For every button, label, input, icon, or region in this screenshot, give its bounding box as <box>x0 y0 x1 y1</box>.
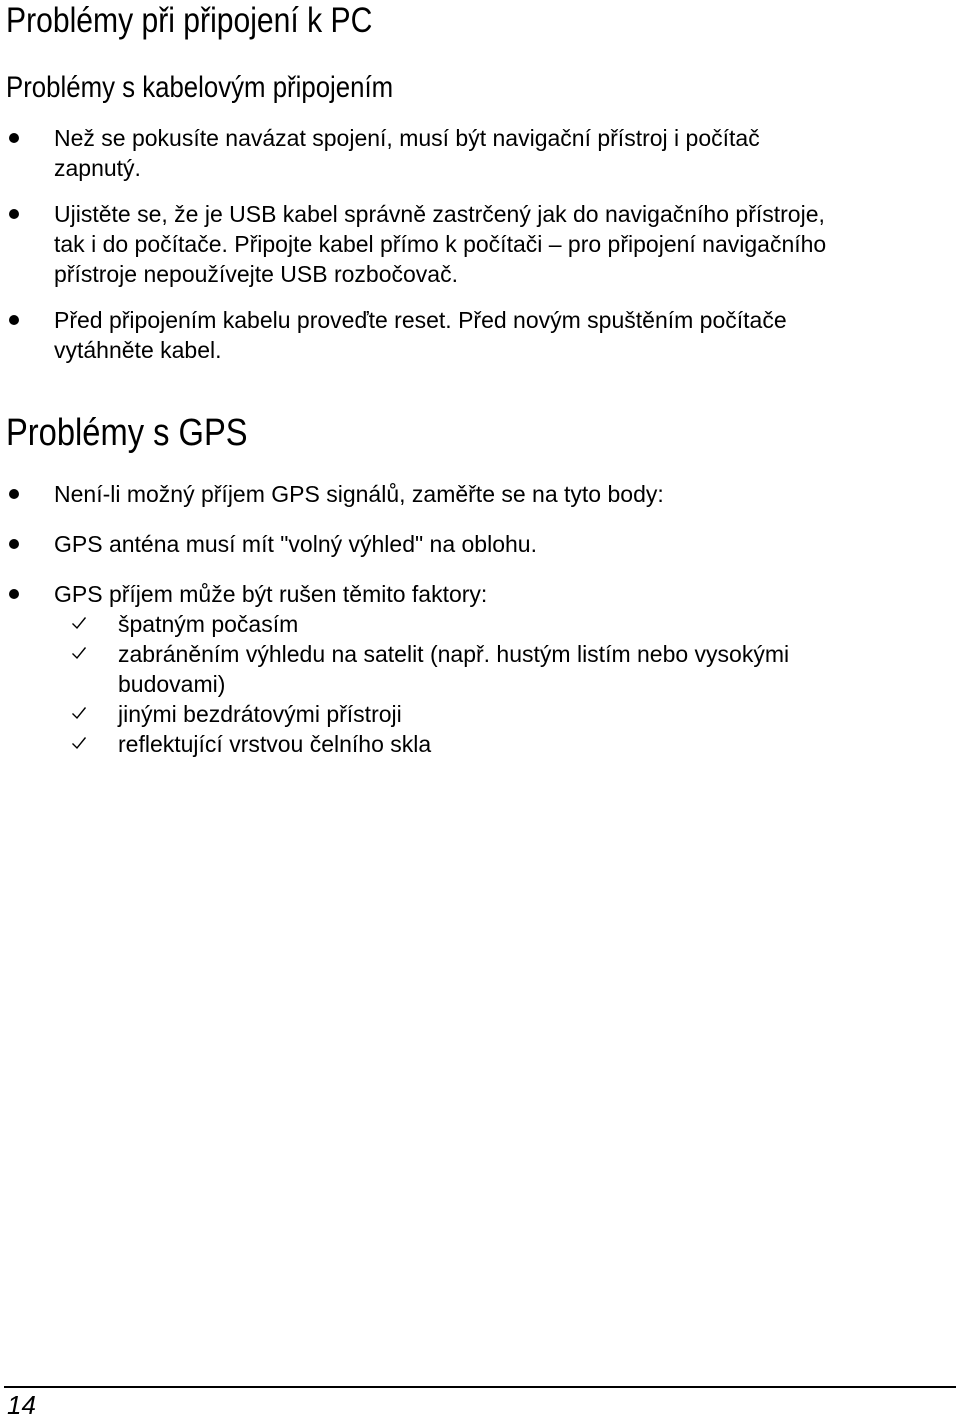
check-item-line: budovami) <box>118 671 226 697</box>
cable-section-title: Problémy s kabelovým připojením <box>6 71 394 104</box>
check-list-item <box>0 729 940 759</box>
check-list-item <box>0 639 940 699</box>
check-item-line: jinými bezdrátovými přístroji <box>118 701 402 727</box>
list-item-line: Než se pokusíte navázat spojení, musí být navigační přístroj i počítač <box>54 125 760 151</box>
list-item <box>0 479 960 509</box>
bullet-icon <box>9 209 19 219</box>
footer-divider <box>4 1386 956 1388</box>
checkmark-icon <box>71 616 87 630</box>
bullet-icon <box>9 589 19 599</box>
gps-problems-list <box>0 479 960 759</box>
list-item-text: Není-li možný příjem GPS signálů, zaměřte se na tyto body: <box>54 481 664 507</box>
checkmark-icon <box>71 706 87 720</box>
list-item-text: GPS příjem může být rušen těmito faktory: <box>54 581 488 607</box>
interference-factors-list <box>0 609 940 759</box>
list-item <box>0 579 960 759</box>
bullet-icon <box>9 133 19 143</box>
list-item-text: GPS anténa musí mít "volný výhled" na oblohu. <box>54 531 537 557</box>
list-item-line: Ujistěte se, že je USB kabel správně zastrčený jak do navigačního přístroje, <box>54 201 825 227</box>
list-item <box>0 305 960 365</box>
check-list-item <box>0 699 940 729</box>
checkmark-icon <box>71 646 87 660</box>
list-item-line: zapnutý. <box>54 155 141 181</box>
list-item-line: tak i do počítače. Připojte kabel přímo k počítači – pro připojení navigačního <box>54 231 827 257</box>
bullet-icon <box>9 539 19 549</box>
check-item-line: reflektující vrstvou čelního skla <box>118 731 432 757</box>
checkmark-icon <box>71 736 87 750</box>
check-item-line: zabráněním výhledu na satelit (např. hustým listím nebo vysokými <box>118 641 790 667</box>
list-item <box>0 123 960 183</box>
bullet-icon <box>9 489 19 499</box>
list-item-line: Před připojením kabelu proveďte reset. Před novým spuštěním počítače <box>54 307 787 333</box>
list-item <box>0 199 960 289</box>
list-item-line: přístroje nepoužívejte USB rozbočovač. <box>54 261 458 287</box>
page-title: Problémy při připojení k PC <box>6 1 373 40</box>
page-number: 14 <box>7 1390 36 1420</box>
list-item-line: vytáhněte kabel. <box>54 337 222 363</box>
list-item <box>0 529 960 559</box>
cable-problems-list <box>0 123 960 365</box>
check-item-line: špatným počasím <box>118 611 299 637</box>
check-list-item <box>0 609 940 639</box>
gps-section-title: Problémy s GPS <box>6 412 248 454</box>
bullet-icon <box>9 315 19 325</box>
